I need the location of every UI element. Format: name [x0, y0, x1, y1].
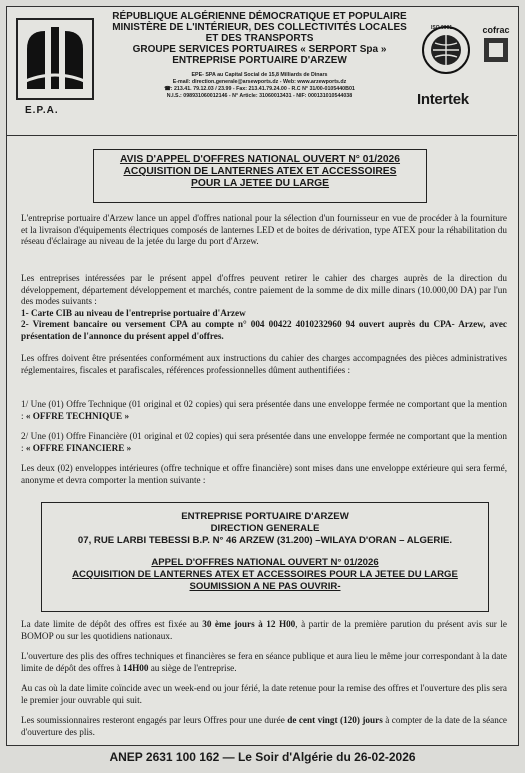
cofrac-label: cofrac [482, 25, 510, 35]
contact-email: E-mail: direction.generale@arsewports.dz - Web: www.arzewports.dz [172, 79, 347, 85]
epa-logo-icon [11, 13, 99, 103]
paragraph-requirements: Les offres doivent être présentées conformément aux instructions du cahier des charges accompagnées des pièces administratives réglementaires, fiscales et parafiscales, références professionnelles dûment authentifiées : [21, 353, 507, 375]
paragraph-intro: L'entreprise portuaire d'Arzew lance un appel d'offres national pour la sélection d'un fournisseur en vue de procéder à la fourniture et la livraison d'équipements électriques composés de lanternes LED et de boites de dérivation, type ATEX pour la réhabilitation du réseau d'éclairage au niveau de la jetée du large du port d'Arzew. [21, 213, 507, 247]
iso-label: ISO 9001 [431, 25, 453, 31]
cofrac-seal-icon [481, 35, 511, 65]
paragraph-validity [21, 715, 507, 738]
opening-time: 14H00 [122, 662, 149, 673]
republic-line: RÉPUBLIQUE ALGÉRIENNE DÉMOCRATIQUE ET POPULAIRE [112, 11, 407, 22]
ministry-line-2: ET DES TRANSPORTS [205, 33, 314, 44]
intertek-logo: Intertek [417, 91, 469, 108]
notice-title-box [93, 149, 427, 203]
paragraph-technical-offer [21, 399, 507, 422]
technical-offer-text: 1/ Une (01) Offre Technique (01 original et 02 copies) qui sera présentée dans une enveloppe fermée ne comportant que la mention : [21, 399, 507, 421]
deadline-text: La date limite de dépôt des offres est fixée au [21, 619, 203, 629]
paragraph-financial-offer [21, 431, 507, 454]
capital-info: EPE- SPA au Capital Social de 15,8 Milliards de Dinars [191, 72, 328, 78]
deadline-value: 30 ème jours à 12 H00 [202, 619, 296, 629]
address-direction: DIRECTION GENERALE [210, 523, 320, 534]
paragraph-opening [21, 651, 507, 674]
notice-subtitle-2: POUR LA JETEE DU LARGE [190, 178, 330, 189]
address-company: ENTREPRISE PORTUAIRE D'ARZEW [181, 511, 349, 522]
payment-method-2: 2- Virement bancaire ou versement CPA au compte n° 004 00422 4010232960 94 ouvert auprès du CPA- Arzew, avec présentation de l'annonce du présent appel d'offres. [21, 319, 507, 341]
paragraph-holiday: Au cas où la date limite coïncide avec un week-end ou jour férié, la date retenue pour la remise des offres et l'ouverture des plis sera le premier jour ouvrable qui suit. [21, 683, 507, 705]
deadline-text-2: , à partir de la première parution du présent avis sur le BOMOP ou sur les quotidiens nationaux. [21, 619, 507, 641]
notice-page [6, 6, 519, 746]
logo-caption: E.P.A. [25, 105, 59, 116]
ministry-line: MINISTÈRE DE L'INTÉRIEUR, DES COLLECTIVITÉS LOCALES [112, 22, 407, 33]
address-street: 07, RUE LARBI TEBESSI B.P. N° 46 ARZEW (31.200) –WILAYA D'ORAN – ALGERIE. [77, 535, 453, 546]
envelope-tender-ref: APPEL D'OFFRES NATIONAL OUVERT N° 01/2026 [151, 557, 379, 568]
contact-phone: ☎: 213.41. 79.12.03 / 23.99 - Fax: 213.41.79.24.00 - R.C N° 31/00-0105440B01 [164, 86, 355, 92]
notice-title: AVIS D'APPEL D'OFFRES NATIONAL OUVERT N° 01/2026 [119, 154, 401, 165]
paragraph-envelopes: Les deux (02) enveloppes intérieures (offre technique et offre financière) sont mises dans une enveloppe extérieure qui sera fermé, anonyme et devra comporter la mention suivante : [21, 463, 507, 485]
paragraph-deadline [21, 619, 507, 642]
letterhead [7, 7, 517, 136]
letterhead-text [107, 11, 412, 100]
iso-badge [421, 25, 471, 75]
cofrac-badge [479, 25, 513, 89]
envelope-warning: SOUMISSION A NE PAS OUVRIR- [189, 581, 341, 592]
validity-text: Les soumissionnaires resteront engagés par leurs Offres pour une durée [21, 715, 288, 725]
notice-subtitle: ACQUISITION DE LANTERNES ATEX ET ACCESSOIRES [123, 166, 397, 177]
paragraph-retrieval [21, 273, 507, 343]
financial-offer-text: 2/ Une (01) Offre Financière (01 original et 02 copies) qui sera présentée dans une enveloppe fermée ne comportant que la mention : [21, 431, 507, 453]
envelope-address-box [41, 502, 489, 612]
group-line: GROUPE SERVICES PORTUAIRES « SERPORT Spa » [132, 44, 387, 55]
publication-footer: ANEP 2631 100 162 — Le Soir d'Algérie du 26-02-2026 [109, 750, 416, 764]
payment-method-1: 1- Carte CIB au niveau de l'entreprise portuaire d'Arzew [21, 307, 246, 318]
iso-globe-icon [421, 25, 471, 75]
registration-info: N.I.S.: 098931060012146 - N° Article: 31060013431 - NIF: 000131010544038 [166, 93, 353, 99]
opening-text: L'ouverture des plis des offres techniques et financières se fera en séance publique et aura lieu le même jour correspondant à la date limite de dépôt des offres à [21, 651, 507, 673]
envelope-tender-subject: ACQUISITION DE LANTERNES ATEX ET ACCESSOIRES POUR LA JETEE DU LARGE [72, 569, 458, 580]
technical-offer-mention: « OFFRE TECHNIQUE » [25, 410, 130, 421]
retrieval-text: Les entreprises intéressées par le présent appel d'offres peuvent retirer le cahier des charges auprès de la direction du développement, département développement et marchés, contre paiement de la somme de dix mille dinars (10.000,00 DA) par l'un des modes suivants : [21, 273, 507, 307]
validity-text-2: à compter de la date de la séance d'ouverture des plis. [21, 715, 507, 737]
company-line: ENTREPRISE PORTUAIRE D'ARZEW [172, 55, 347, 66]
opening-text-2: au siège de l'entreprise. [148, 662, 237, 673]
epa-logo [11, 13, 99, 123]
financial-offer-mention: « OFFRE FINANCIERE » [25, 442, 132, 453]
certifications [417, 21, 517, 121]
validity-duration: de cent vingt (120) jours [287, 715, 383, 725]
